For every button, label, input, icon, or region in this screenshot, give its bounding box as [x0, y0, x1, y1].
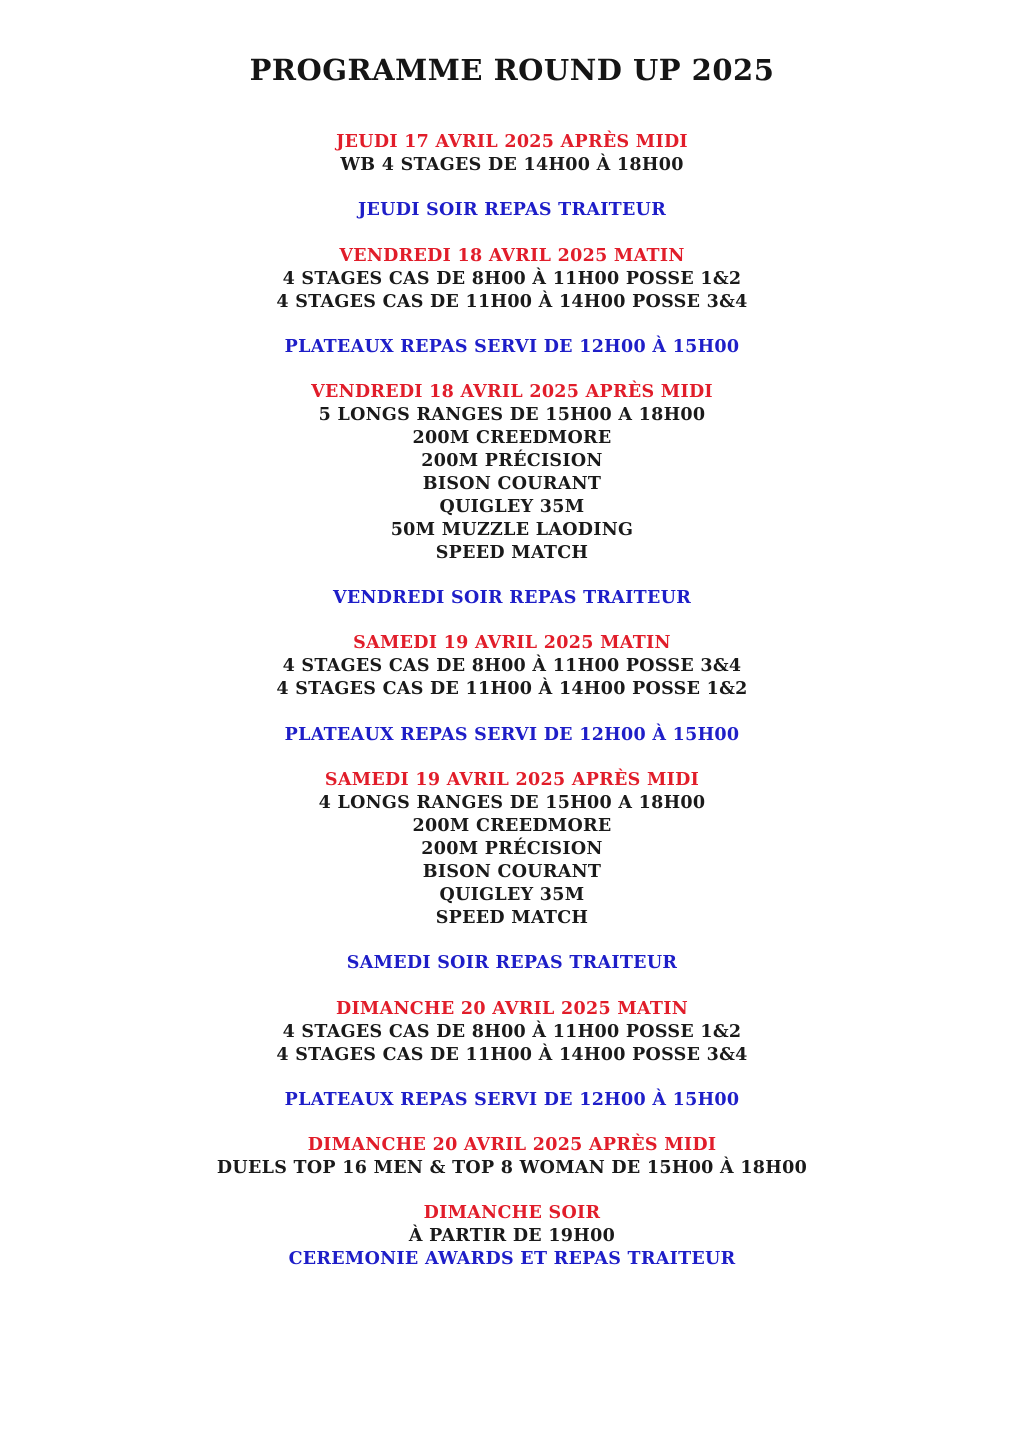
- saturday-morning-item: 4 STAGES CAS DE 11H00 À 14H00 POSSE 1&2: [276, 679, 748, 699]
- friday-morning-item: 4 STAGES CAS DE 11H00 À 14H00 POSSE 3&4: [276, 292, 748, 312]
- friday-morning-heading: VENDREDI 18 AVRIL 2025 MATIN: [339, 246, 685, 266]
- sunday-evening-event: CEREMONIE AWARDS ET REPAS TRAITEUR: [288, 1249, 736, 1269]
- sunday-afternoon-item: DUELS TOP 16 MEN & TOP 8 WOMAN DE 15H00 À 18H00: [216, 1158, 808, 1178]
- saturday-evening-meal: SAMEDI SOIR REPAS TRAITEUR: [346, 953, 678, 973]
- sunday-evening-time: À PARTIR DE 19H00: [408, 1226, 616, 1246]
- sunday-evening-heading: DIMANCHE SOIR: [423, 1203, 601, 1223]
- saturday-afternoon-heading: SAMEDI 19 AVRIL 2025 APRÈS MIDI: [324, 770, 700, 790]
- thursday-evening-meal: JEUDI SOIR REPAS TRAITEUR: [357, 200, 667, 220]
- sunday-morning-heading: DIMANCHE 20 AVRIL 2025 MATIN: [335, 999, 689, 1019]
- saturday-afternoon-item: 200M PRÉCISION: [421, 839, 603, 859]
- friday-afternoon-item: 200M PRÉCISION: [421, 451, 603, 471]
- saturday-morning-heading: SAMEDI 19 AVRIL 2025 MATIN: [353, 633, 671, 653]
- friday-lunch: PLATEAUX REPAS SERVI DE 12H00 À 15H00: [284, 337, 740, 357]
- saturday-afternoon-item: 200M CREEDMORE: [412, 816, 612, 836]
- friday-afternoon-item: BISON COURANT: [422, 474, 602, 494]
- page-title: PROGRAMME ROUND UP 2025: [249, 53, 775, 87]
- saturday-afternoon-item: BISON COURANT: [422, 862, 602, 882]
- friday-morning-item: 4 STAGES CAS DE 8H00 À 11H00 POSSE 1&2: [282, 269, 742, 289]
- friday-afternoon-item: 5 LONGS RANGES DE 15H00 A 18H00: [318, 405, 706, 425]
- friday-evening-meal: VENDREDI SOIR REPAS TRAITEUR: [332, 588, 692, 608]
- thursday-afternoon-item: WB 4 STAGES DE 14H00 À 18H00: [340, 155, 684, 175]
- saturday-afternoon-item: 4 LONGS RANGES DE 15H00 A 18H00: [318, 793, 706, 813]
- friday-afternoon-heading: VENDREDI 18 AVRIL 2025 APRÈS MIDI: [311, 382, 713, 402]
- saturday-morning-item: 4 STAGES CAS DE 8H00 À 11H00 POSSE 3&4: [282, 656, 742, 676]
- friday-afternoon-item: 50M MUZZLE LAODING: [390, 520, 634, 540]
- saturday-lunch: PLATEAUX REPAS SERVI DE 12H00 À 15H00: [284, 725, 740, 745]
- thursday-afternoon-heading: JEUDI 17 AVRIL 2025 APRÈS MIDI: [336, 132, 688, 152]
- sunday-morning-item: 4 STAGES CAS DE 8H00 À 11H00 POSSE 1&2: [282, 1022, 742, 1042]
- friday-afternoon-item: SPEED MATCH: [435, 543, 589, 563]
- friday-afternoon-item: 200M CREEDMORE: [412, 428, 612, 448]
- sunday-morning-item: 4 STAGES CAS DE 11H00 À 14H00 POSSE 3&4: [276, 1045, 748, 1065]
- saturday-afternoon-item: QUIGLEY 35M: [439, 885, 585, 905]
- sunday-lunch: PLATEAUX REPAS SERVI DE 12H00 À 15H00: [284, 1090, 740, 1110]
- sunday-afternoon-heading: DIMANCHE 20 AVRIL 2025 APRÈS MIDI: [307, 1135, 717, 1155]
- friday-afternoon-item: QUIGLEY 35M: [439, 497, 585, 517]
- saturday-afternoon-item: SPEED MATCH: [435, 908, 589, 928]
